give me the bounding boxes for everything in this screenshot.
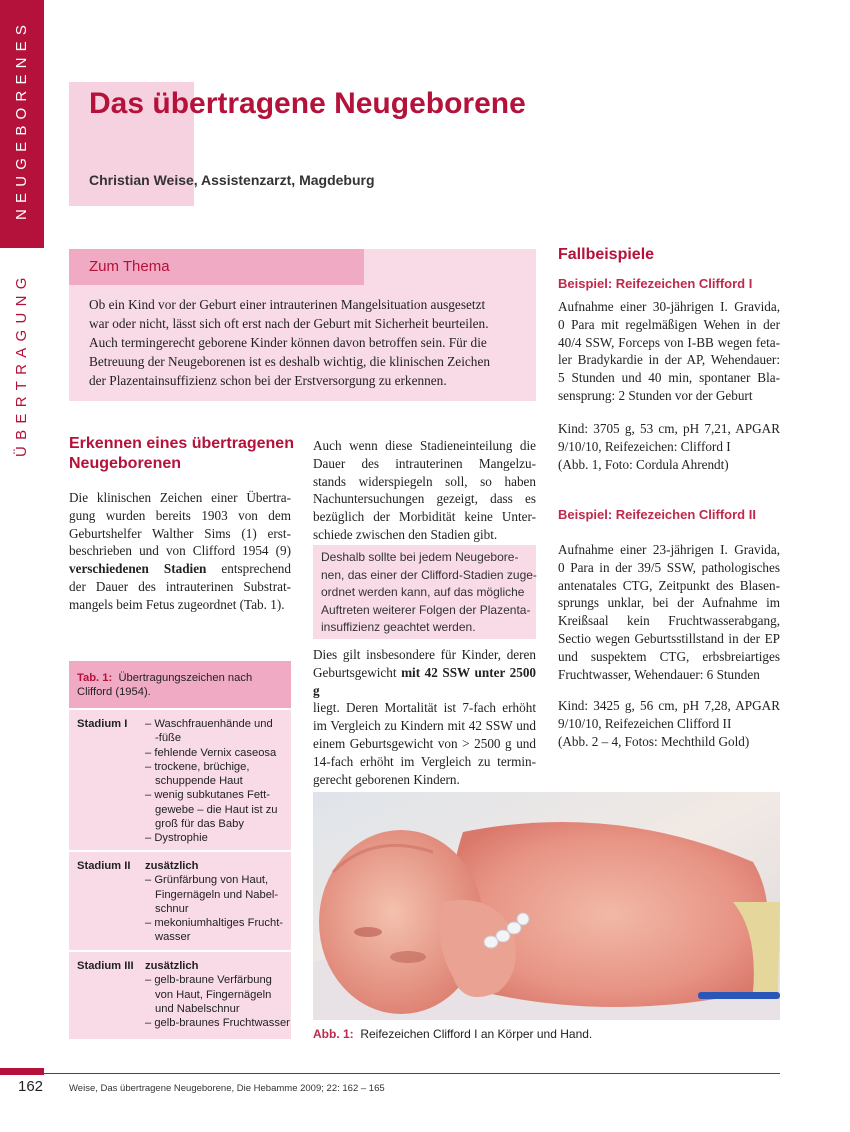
body-line: (Abb. 2 – 4, Fotos: Mechthild Gold) xyxy=(558,733,750,749)
article-title: Das übertragene Neugeborene xyxy=(89,87,526,120)
table-item: -füße xyxy=(155,732,182,745)
body-line-emphasis xyxy=(69,560,291,578)
body-line: Kind: 3425 g, 56 cm, pH 7,28, APGAR xyxy=(558,698,780,713)
table-clifford xyxy=(69,661,291,1039)
body-line: Fruchtwasser, Wehendauer: 6 Stunden xyxy=(558,666,760,682)
table-title-line2: Clifford (1954). xyxy=(77,686,151,699)
body-line: sprungs unklar, bei der Aufnahme im xyxy=(558,595,780,611)
case1-child xyxy=(558,420,780,473)
section-heading-line: Neugeborenen xyxy=(69,455,182,472)
table-row xyxy=(69,852,291,950)
summary-text xyxy=(89,295,534,390)
body-line: schiede zwischen den Stadien gibt. xyxy=(313,526,498,542)
body-line: 9/10/10, Reifezeichen: Clifford I xyxy=(558,438,731,454)
table-item: – fehlende Vernix caseosa xyxy=(145,746,277,759)
table-stage: Stadium III xyxy=(77,960,134,972)
summary-heading: Zum Thema xyxy=(89,258,170,275)
body-line: beschrieben und von Clifford 1954 (9) xyxy=(69,543,291,559)
figure-label: Abb. 1: xyxy=(313,1027,354,1041)
body-line: gung wurden bereits 1903 von dem xyxy=(69,507,291,523)
page-number: 162 xyxy=(18,1078,44,1095)
summary-box xyxy=(69,249,536,401)
highlight-line: insuffizienz geachtet werden. xyxy=(321,620,476,634)
body-line: gerecht geborenen Kindern. xyxy=(313,771,460,787)
highlight-line: Deshalb sollte bei jedem Neugebore- xyxy=(321,550,519,564)
section-heading xyxy=(69,434,294,474)
table-item: wasser xyxy=(155,931,191,944)
body-line: Kind: 3705 g, 53 cm, pH 7,21, APGAR xyxy=(558,421,780,436)
table-item: – wenig subkutanes Fett- xyxy=(145,789,270,802)
footer-citation: Weise, Das übertragene Neugeborene, Die Hebamme 2009; 22: 162 – 165 xyxy=(69,1083,385,1094)
table-item: – trockene, brüchige, xyxy=(145,760,250,773)
table-item: von Haut, Fingernägeln xyxy=(155,988,272,1001)
highlight-box xyxy=(313,545,536,639)
case1-text xyxy=(558,298,780,405)
highlight-line: nen, das einer der Clifford-Stadien zuge- xyxy=(321,567,537,582)
table-item: – mekoniumhaltiges Frucht- xyxy=(145,917,284,930)
body-text-col1 xyxy=(69,489,291,614)
section-heading-line: Erkennen eines übertragenen xyxy=(69,435,294,452)
table-item: – Waschfrauenhände und xyxy=(145,718,273,730)
table-lead: zusätzlich xyxy=(145,960,199,972)
article-author: Christian Weise, Assistenzarzt, Magdeburg xyxy=(89,172,375,188)
case2-child xyxy=(558,697,780,750)
body-line: 9/10/10, Reifezeichen Clifford II xyxy=(558,715,732,731)
table-item: groß für das Baby xyxy=(155,818,244,831)
section-band xyxy=(0,0,44,248)
body-line: (Abb. 1, Foto: Cordula Ahrendt) xyxy=(558,456,729,472)
bold-phrase: mit 42 SSW unter 2500 g xyxy=(313,664,537,698)
body-line: Dies gilt insbesondere für Kinder, deren xyxy=(313,647,536,662)
summary-line: Betreuung der Neugeborenen ist es deshalb wichtig, die klinischen Zeichen xyxy=(89,354,490,369)
table-title: Übertragungszeichen nach xyxy=(118,672,253,684)
figure-caption xyxy=(313,1027,592,1041)
case1-heading: Beispiel: Reifezeichen Clifford I xyxy=(558,276,753,291)
summary-line: Ob ein Kind vor der Geburt einer intrauterinen Mangelsituation ausgesetzt xyxy=(89,297,486,312)
body-line: 0 Para mit regelmäßigen Wehen in der xyxy=(558,316,780,332)
body-line: bezüglich der Morbidität keine Unter- xyxy=(313,509,536,525)
summary-heading-bar xyxy=(69,249,364,285)
summary-line: war oder nicht, lässt sich oft erst nach der Geburt mit Sicherheit beurteilen. xyxy=(89,316,489,331)
highlight-line: Auftreten weiterer Folgen der Plazenta- xyxy=(321,602,531,617)
summary-line: der Plazentainsuffizienz schon bei der Erstversorgung zu erkennen. xyxy=(89,373,447,388)
body-fragment: Geburtsgewicht xyxy=(313,664,402,680)
body-line: einem Geburtsgewicht von > 2500 g und xyxy=(313,735,536,751)
body-line: 0 Para in der 39/5 SSW, pathologisches xyxy=(558,559,780,575)
body-line: und suspektem CTG, erbsbreiartiges xyxy=(558,648,780,664)
table-lead: zusätzlich xyxy=(145,860,199,872)
newborn-photo xyxy=(313,792,780,1020)
table-caption xyxy=(69,661,291,708)
case2-heading: Beispiel: Reifezeichen Clifford II xyxy=(558,507,756,522)
cases-heading: Fallbeispiele xyxy=(558,246,655,263)
table-item: Fingernägeln und Nabel- xyxy=(155,888,279,901)
body-line: Auch wenn diese Stadieneinteilung die xyxy=(313,438,536,453)
body-line: antenatales CTG, Zeitpunkt des Blasen- xyxy=(558,577,780,593)
body-line: 14-fach erhöht im Vergleich zu termin- xyxy=(313,753,536,769)
table-item: – gelb-braune Verfärbung xyxy=(145,974,272,987)
table-stage: Stadium II xyxy=(77,860,131,872)
body-line: sensprung: 2 Stunden vor der Geburt xyxy=(558,387,753,403)
table-item: – Dystrophie xyxy=(145,832,208,845)
body-line: Aufnahme einer 30-jährigen I. Gravida, xyxy=(558,299,780,314)
body-line: der Dauer des intrauterinen Substrat- xyxy=(69,578,291,594)
body-fragment: entsprechend xyxy=(206,561,291,577)
body-text-col2b xyxy=(313,646,536,788)
body-line: im Vergleich zu Kindern mit 42 SSW und xyxy=(313,718,536,734)
body-line: 40/4 SSW, Forceps von I-BB wegen feta- xyxy=(558,334,780,350)
highlight-line: ordnet werden kann, auf das mögliche xyxy=(321,585,525,599)
footer-accent xyxy=(0,1068,44,1075)
figure-caption-text: Reifezeichen Clifford I an Körper und Hand. xyxy=(360,1027,593,1041)
section-label-bottom: ÜBERTRAGUNG xyxy=(13,271,30,457)
body-line: Kreißsaal kein Fruchtwasserabgang, xyxy=(558,613,780,629)
body-line: Geburtshelfer Walther Sims (1) erst- xyxy=(69,525,291,541)
table-item: – gelb-braunes Fruchtwasser xyxy=(145,1017,290,1030)
body-line: Sectio wegen Geburtsstillstand in der EP xyxy=(558,630,780,646)
body-line: liegt. Deren Mortalität ist 7-fach erhöht xyxy=(313,700,536,716)
section-label-top: NEUGEBORENES xyxy=(13,18,30,220)
table-row xyxy=(69,710,291,850)
body-line: Die klinischen Zeichen einer Übertra- xyxy=(69,490,291,505)
body-line: Aufnahme einer 23-jährigen I. Gravida, xyxy=(558,542,780,557)
body-text-col2 xyxy=(313,437,536,544)
footer-rule xyxy=(44,1073,780,1074)
table-item: – Grünfärbung von Haut, xyxy=(145,874,269,887)
table-item: gewebe – die Haut ist zu xyxy=(155,803,278,816)
table-row xyxy=(69,952,291,1039)
table-item: und Nabelschnur xyxy=(155,1002,240,1015)
body-line: 5 Stunden und 40 min, spontaner Bla- xyxy=(558,370,780,386)
case2-text xyxy=(558,541,780,683)
table-label: Tab. 1: xyxy=(77,672,113,684)
body-line-emphasis xyxy=(313,664,536,700)
bold-phrase: verschiedenen Stadien xyxy=(69,561,207,577)
newborn-photo-illustration xyxy=(313,792,780,1020)
table-stage: Stadium I xyxy=(77,718,128,730)
body-line: Dauer des intrauterinen Mangelzu- xyxy=(313,455,536,471)
summary-line: Auch termingerecht geborene Kinder können davon betroffen sein. Für die xyxy=(89,335,487,350)
body-line: Nachuntersuchungen gezeigt, dass es xyxy=(313,491,536,507)
body-line: mangels beim Fetus zugeordnet (Tab. 1). xyxy=(69,596,285,612)
table-item: schnur xyxy=(155,902,189,915)
body-line: stands widerspiegeln soll, so haben xyxy=(313,473,536,489)
table-item: schuppende Haut xyxy=(155,775,243,788)
body-line: ler Bradykardie in der AP, Wehendauer: xyxy=(558,352,780,368)
